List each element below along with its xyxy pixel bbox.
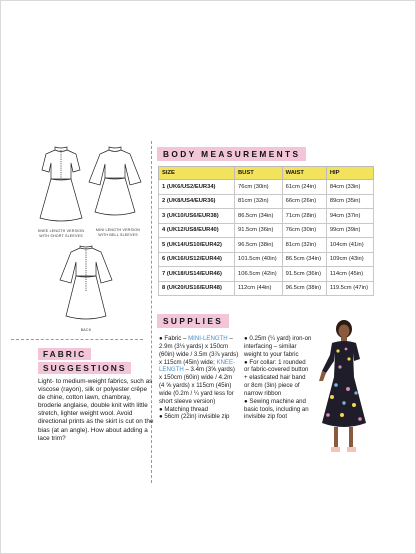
hip-cell: 109cm (43in) <box>326 252 373 267</box>
size-cell: 8 (UK20/US16/EUR48) <box>159 281 235 296</box>
table-row <box>159 194 374 209</box>
knee-length-caption: KNEE LENGTH VERSION WITH SHORT SLEEVES <box>37 229 85 238</box>
supply-fabric <box>159 335 239 406</box>
hip-cell: 94cm (37in) <box>326 209 373 224</box>
waist-cell: 91.5cm (36in) <box>282 267 326 282</box>
bust-cell: 112cm (44in) <box>235 281 283 296</box>
supply-machine: ● Sewing machine and basic tools, including an invisible zip foot <box>244 397 309 421</box>
fabric-prefix: ● Fabric – <box>159 335 189 342</box>
hip-cell: 119.5cm (47in) <box>326 281 373 296</box>
mini-length-text: – 2.9m (3⅛ yards) x 150cm (60in) wide / 3.5m (3⅞ yards) x 115cm (45in) wide; <box>159 335 239 366</box>
dress-sketch-mini-length <box>86 146 144 220</box>
supplies-column-2 <box>244 335 312 421</box>
supply-interfacing: ● 0.25m (¼ yard) iron-on interfacing – similar weight to your fabric <box>244 335 312 358</box>
waist-cell: 71cm (28in) <box>282 209 326 224</box>
table-row <box>159 252 374 267</box>
fabric-heading-line1: FABRIC <box>38 348 91 360</box>
size-cell: 2 (UK8/US4/EUR36) <box>159 194 235 209</box>
table-row <box>159 238 374 253</box>
column-header-size: SIZE <box>159 167 235 180</box>
hip-cell: 99cm (39in) <box>326 223 373 238</box>
hip-cell: 114cm (45in) <box>326 267 373 282</box>
waist-cell: 76cm (30in) <box>282 223 326 238</box>
mini-length-label: MINI-LENGTH <box>188 335 228 342</box>
knee-length-label: KNEE-LENGTH <box>159 358 236 374</box>
back-caption: BACK <box>80 328 92 332</box>
size-cell: 1 (UK6/US2/EUR34) <box>159 180 235 195</box>
bust-cell: 106.5cm (42in) <box>235 267 283 282</box>
waist-cell: 96.5cm (38in) <box>282 281 326 296</box>
table-row <box>159 281 374 296</box>
knee-length-text: – 3.4m (3⅝ yards) x 150cm (60in) wide / 4.2m (4 ⅝ yards) x 115cm (45in) wide (0.2m / ¼ yard less for short sleeve version) <box>159 366 235 405</box>
waist-cell: 86.5cm (34in) <box>282 252 326 267</box>
column-header-bust: BUST <box>235 167 283 180</box>
supply-collar: ● For collar: 1 rounded or fabric-covered button + elasticated hair band or 8cm (3in) piece of narrow ribbon <box>244 358 309 397</box>
column-header-waist: WAIST <box>282 167 326 180</box>
fabric-suggestions-heading <box>38 348 131 376</box>
measurements-table <box>158 166 374 296</box>
bust-cell: 86.5cm (34in) <box>235 209 283 224</box>
supplies-column-1 <box>159 335 239 421</box>
size-cell: 3 (UK10/US6/EUR38) <box>159 209 235 224</box>
fabric-suggestions-text: Light- to medium-weight fabrics, such as viscose (rayon), silk or polyester crêpe de chine, cotton lawn, chambray, broderie anglaise, double knit with little stretch, lighter weight wool. Avoid directional prints as the skirt is cut on the bias (at an angle). How about adding a lace trim? <box>38 378 154 442</box>
supply-thread: ● Matching thread <box>159 405 209 413</box>
bust-cell: 91.5cm (36in) <box>235 223 283 238</box>
table-header-row <box>159 167 374 180</box>
size-cell: 7 (UK18/US14/EUR46) <box>159 267 235 282</box>
fabric-heading-line2: SUGGESTIONS <box>38 362 131 374</box>
mini-length-caption: MINI LENGTH VERSION WITH BELL SLEEVES <box>95 228 141 237</box>
hip-cell: 84cm (33in) <box>326 180 373 195</box>
size-cell: 4 (UK12/US8/EUR40) <box>159 223 235 238</box>
bust-cell: 101.5cm (40in) <box>235 252 283 267</box>
bust-cell: 76cm (30in) <box>235 180 283 195</box>
table-row <box>159 209 374 224</box>
bust-cell: 96.5cm (38in) <box>235 238 283 253</box>
bust-cell: 81cm (32in) <box>235 194 283 209</box>
table-row <box>159 267 374 282</box>
section-divider <box>11 339 143 340</box>
size-cell: 5 (UK14/US10/EUR42) <box>159 238 235 253</box>
waist-cell: 81cm (32in) <box>282 238 326 253</box>
dress-sketch-knee-length <box>33 146 89 226</box>
body-measurements-heading: BODY MEASUREMENTS <box>157 147 306 161</box>
supplies-heading: SUPPLIES <box>157 314 229 328</box>
waist-cell: 66cm (26in) <box>282 194 326 209</box>
table-row <box>159 180 374 195</box>
column-header-hip: HIP <box>326 167 373 180</box>
size-cell: 6 (UK16/US12/EUR44) <box>159 252 235 267</box>
model-photo <box>314 319 372 457</box>
table-row <box>159 223 374 238</box>
hip-cell: 89cm (35in) <box>326 194 373 209</box>
waist-cell: 61cm (24in) <box>282 180 326 195</box>
hip-cell: 104cm (41in) <box>326 238 373 253</box>
supply-zip: ● 56cm (22in) invisible zip <box>159 413 230 421</box>
dress-sketch-back <box>57 244 115 324</box>
